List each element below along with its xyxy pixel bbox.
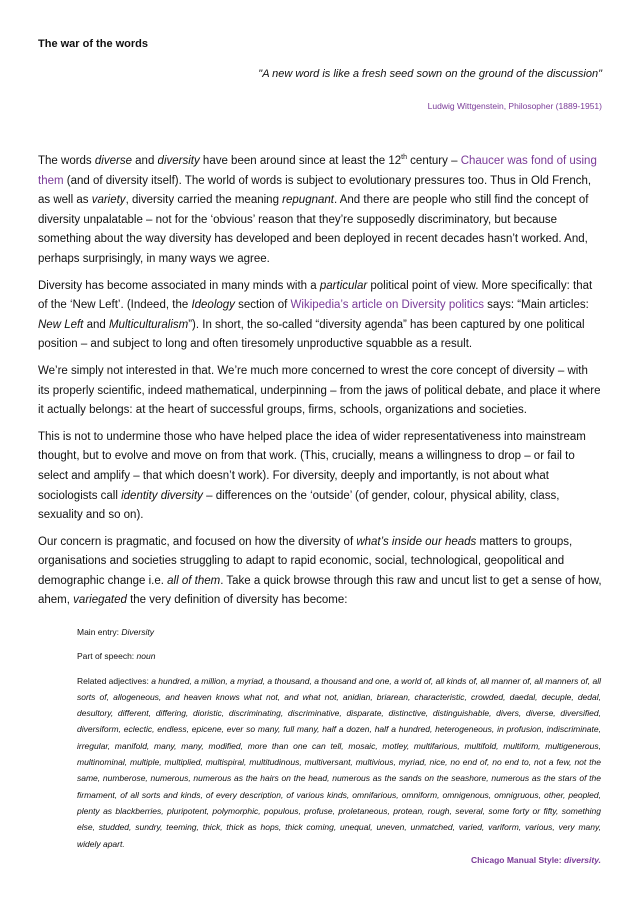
- chaucer-link[interactable]: Chaucer was fond of using them: [38, 155, 597, 187]
- chicago-citation: [77, 852, 601, 868]
- article-body: [38, 152, 602, 618]
- label: Related adjectives:: [77, 675, 152, 686]
- em-diversity: diversity: [157, 155, 200, 167]
- text: have been around since at least the 12: [199, 155, 402, 167]
- em-variegated: variegated: [73, 594, 127, 607]
- em-diverse: diverse: [94, 155, 132, 167]
- text: the very definition of diversity has become:: [126, 594, 348, 607]
- text: – differences on the ‘outside’ (of gender, colour, physical ability, class, sexuality and so on).: [38, 489, 560, 522]
- text: . And there are people who still find the concept of diversity unpalatable – not for the ‘obvious’ reason that they’re supposedly discriminatory, but because something about the way diversity has developed and been deployed in recent decades hasn’t worked. And, perhaps surprisingly, in many ways we agree.: [38, 194, 589, 265]
- label: Main entry:: [77, 627, 122, 637]
- label: Part of speech:: [77, 651, 137, 662]
- pos-value: noun: [136, 651, 156, 662]
- text: . Take a quick browse through this raw and uncut list to get a sense of how, ahem,: [38, 574, 602, 607]
- superscript: th: [401, 154, 407, 162]
- part-of-speech: [77, 648, 601, 664]
- text: ”). In short, the so-called “diversity agenda” has been captured by one political position – and subject to long and often tiresomely unproductive squabble as a result.: [38, 318, 585, 351]
- em-variety: variety: [91, 194, 126, 207]
- text: , diversity carried the meaning: [125, 194, 283, 207]
- text: matters to groups, organisations and societies struggling to adapt to rapid economic, social, technological, geopolitical and demographic change i.e.: [38, 535, 573, 587]
- entry-word: Diversity: [121, 627, 154, 637]
- quote-attribution: Ludwig Wittgenstein, Philosopher (1889-1951): [427, 101, 602, 111]
- citation-value: diversity.: [563, 854, 601, 865]
- text: political point of view. More specifically: that of the ‘New Left’. (Indeed, the: [38, 279, 593, 312]
- adjective-list: a hundred, a million, a myriad, a thousand, a thousand and one, a world of, all kinds of, all manner of, all manners of, all sorts of, allogeneous, and heaven knows what not, and what not, anidian, briarean, characteristic, crowded, daedal, decuple, dedal, desultory, different, differing, dioristic, discriminating, discriminative, disparate, distinctive, distinguishable, divers, diverse, diversified, diversiform, eclectic, endless, epicene, ever so many, full many, half a dozen, half a hundred, heterogeneous, in profusion, indiscriminate, irregular, manifold, many, many, modified, more than one can tell, mosaic, motley, multifarious, multifold, multiform, multigenerous, multinominal, multiple, multiplied, multispiral, multitudinous, multiversant, multivious, myriad, nice, no end of, no end to, not a few, not the same, numberose, numerous, numerous as the hairs on the head, numerous as the sands on the seashore, numerous as the stars of the firmament, of all sorts and kinds, of every description, of various kinds, omnifarious, omniform, omnigenous, omnigruous, other, peopled, plenty as blackberries, pluripotent, polymorphic, populous, profuse, proletaneous, protean, rough, several, some forty or fifty, something else, studded, sundry, teeming, thick, thick as hops, thick coming, unequal, uneven, unmatched, varied, variform, various, very many, widely apart.: [77, 675, 602, 849]
- text: century –: [406, 155, 461, 167]
- paragraph-5: [38, 533, 602, 611]
- wikipedia-link[interactable]: Wikipedia’s article on Diversity politics: [290, 299, 484, 312]
- em-ideology: Ideology: [191, 299, 235, 312]
- text: The words: [38, 155, 95, 167]
- text: section of: [234, 299, 291, 312]
- label: Chicago Manual Style:: [470, 854, 564, 865]
- text: says: “Main articles:: [483, 299, 589, 312]
- related-adjectives: [77, 673, 601, 852]
- text: This is not to undermine those who have helped place the idea of wider representativeness into mainstream thought, but to evolve and move on from that work. (This, crucially, means a willingness to drop – or fail to select and amplify – that which doesn’t work). For diversity, deeply and importantly, is not about what sociologists call: [38, 430, 586, 502]
- text: Our concern is pragmatic, and focused on how the diversity of: [38, 535, 357, 548]
- em-particular: particular: [319, 279, 368, 292]
- paragraph-1: [38, 152, 602, 270]
- text: (and of diversity itself). The world of words is subject to evolutionary pressures too. Thus in Old French, as well as: [38, 174, 592, 207]
- paragraph-2: [38, 277, 602, 355]
- em-all-of-them: all of them: [167, 574, 221, 587]
- text: and: [131, 155, 158, 167]
- epigraph-quote: "A new word is like a fresh seed sown on the ground of the discussion": [258, 68, 602, 80]
- paragraph-3: We’re simply not interested in that. We’re much more concerned to wrest the core concept of diversity – with its properly scientific, indeed mathematical, underpinning – from the jaws of political debate, and place it where it actually belongs: at the heart of successful groups, firms, schools, organizations and societies.: [38, 364, 601, 417]
- em-new-left: New Left: [38, 318, 84, 331]
- text: and: [83, 318, 109, 331]
- em-multiculturalism: Multiculturalism: [108, 318, 189, 331]
- document-title: The war of the words: [38, 38, 149, 50]
- thesaurus-entry: [77, 624, 601, 876]
- text: Diversity has become associated in many minds with a: [38, 279, 320, 292]
- em-identity-diversity: identity diversity: [121, 489, 203, 502]
- paragraph-4: [38, 428, 602, 526]
- em-inside-heads: what’s inside our heads: [356, 535, 477, 548]
- em-repugnant: repugnant: [282, 194, 334, 207]
- main-entry: [77, 624, 601, 640]
